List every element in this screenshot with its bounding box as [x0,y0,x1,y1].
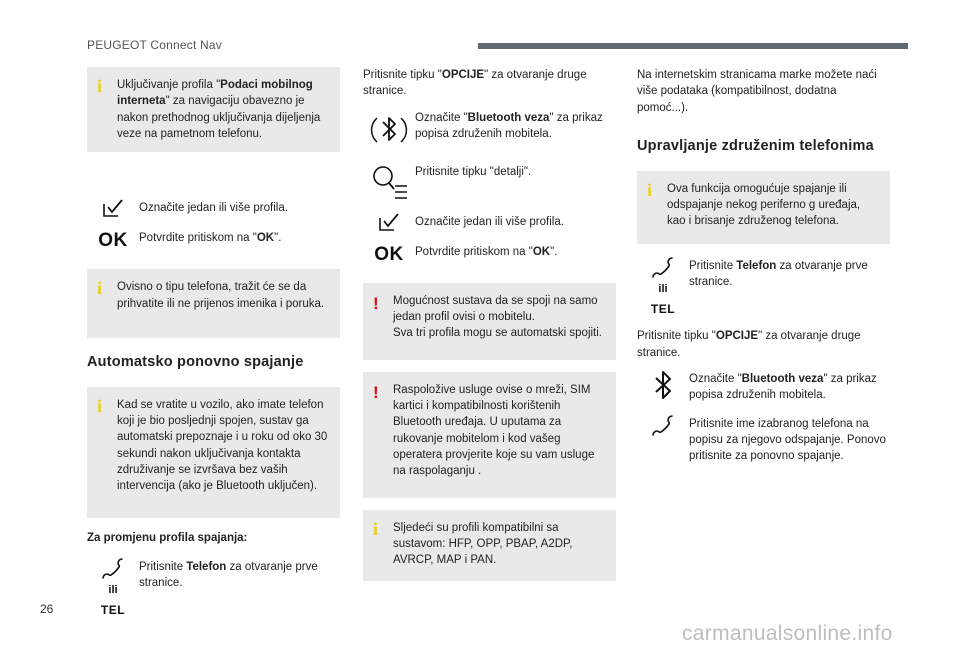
column-middle [363,67,616,593]
info-icon: i [97,278,103,299]
options-text: Pritisnite tipku "OPCIJE" za otvaranje druge stranice. [637,330,861,359]
section-title-manage-phones: Upravljanje združenim telefonima [637,137,874,154]
header-bar [478,43,908,49]
ok-icon: OK [98,230,128,252]
warning-box-services: ! Raspoložive usluge ovise o mreži, SIM kartici i kompatibilnosti korištenih Bluetooth uređaja. U uputama za rukovanje mobitelom i kod vašeg operatera provjerite koje su vam usluge na raspolaganju . [363,372,616,498]
info-text: Uključivanje profila "Podaci mobilnog interneta" za navigaciju obavezno je nakon prethodnog uključivanja dijeljenja veze na pametnom telefonu. [117,79,321,140]
step-details: Pritisnite tipku "detalji". [363,162,616,202]
phone-handset-icon [650,414,676,438]
step-phone: ili TEL Pritisnite Telefon za otvaranje prve stranice. [87,557,340,620]
step-bluetooth-connection: Označite "Bluetooth veza" za prikaz popisa združenih mobitela. [363,108,616,152]
column-left [87,67,340,629]
phone-handset-icon [650,256,676,280]
warning-box-profile: ! Mogućnost sustava da se spoji na samo jedan profil ovisi o mobitelu. Sva tri profila mogu se automatski spojiti. [363,283,616,360]
subhead-change-profile: Za promjenu profila spajanja: [87,532,248,545]
bluetooth-waves-icon [367,108,411,152]
tel-icon: TEL [650,302,676,317]
info-icon: i [647,179,653,200]
checkbox-tick-icon [102,198,124,218]
step-confirm-ok: OK Potvrdite pritiskom na "OK". [363,242,616,269]
step-select-profiles: Označite jedan ili više profila. [87,198,340,218]
options-intro: Pritisnite tipku "OPCIJE" za otvaranje druge stranice. [363,69,587,98]
or-label: ili [108,583,118,596]
step-phone: ili TEL Pritisnite Telefon za otvaranje prve stranice. [637,256,890,319]
step-select-profiles: Označite jedan ili više profila. [363,212,616,232]
checkbox-tick-icon [378,212,400,232]
info-box-mobile-data [87,67,340,152]
info-box-transfer: i Ovisno o tipu telefona, tražit će se da prihvatite ili ne prijenos imenika i poruka. [87,269,340,338]
info-icon: i [97,76,103,96]
header-title: PEUGEOT Connect Nav [87,38,222,52]
or-label: ili [658,282,668,295]
step-confirm-ok: OK Potvrdite pritiskom na "OK". [87,228,340,255]
column-right [637,67,890,474]
tel-icon: TEL [100,603,126,618]
info-icon: i [97,395,103,416]
info-box-profiles: i Sljedeći su profili kompatibilni sa sustavom: HFP, OPP, PBAP, A2DP, AVRCP, MAP i PAN. [363,510,616,581]
bluetooth-icon [651,369,675,401]
info-icon: i [373,518,379,539]
step-select-phone-name: Pritisnite ime izabranog telefona na popisu za njegovo odspajanje. Ponovo pritisnite za ponovno spajanje. [637,414,890,465]
warning-icon: ! [373,382,379,402]
step-bluetooth-connection: Označite "Bluetooth veza" za prikaz popisa združenih mobitela. [637,369,890,404]
warning-icon: ! [373,293,379,313]
ok-icon: OK [374,243,404,265]
page-number: 26 [40,602,54,616]
info-box-manage: i Ova funkcija omogućuje spajanje ili odspajanje nekog periferno g uređaja, kao i brisanje združenog telefona. [637,171,890,244]
info-box-auto-reconnect: i Kad se vratite u vozilo, ako imate telefon koji je bio posljednji spojen, sustav ga automatski prepoznaje i u roku od oko 30 sekundi nakon uključivanja kontakta združivanje se izvršava bez vaših intervencija (ako je Bluetooth uključen). [87,387,340,519]
website-intro: Na internetskim stranicama marke možete naći više podataka (kompatibilnost, dodatna pomoć...). [637,69,877,114]
section-title-auto-reconnect: Automatsko ponovno spajanje [87,353,304,370]
magnifier-list-icon [369,162,409,202]
watermark: carmanualsonline.info [682,622,893,645]
phone-handset-icon [100,557,126,581]
